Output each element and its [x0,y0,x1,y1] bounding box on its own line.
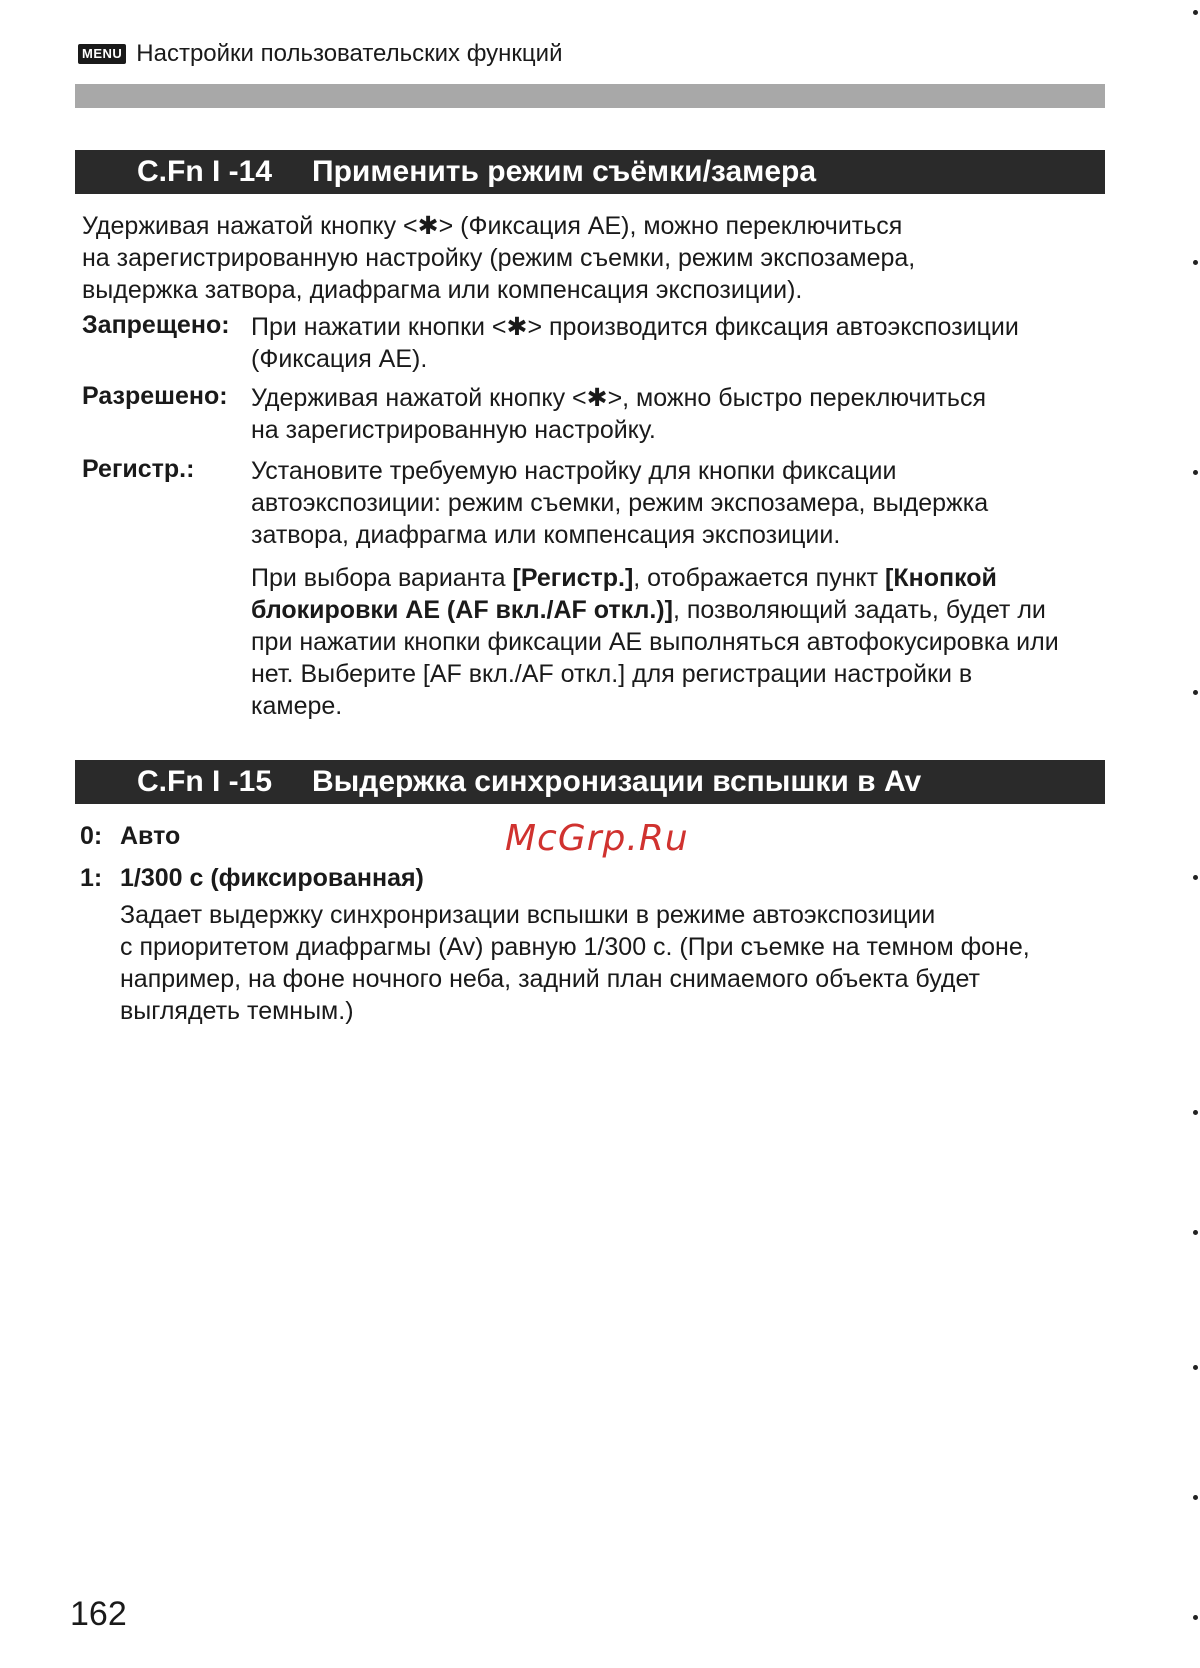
header-title: Настройки пользовательских функций [136,40,563,67]
intro-line: на зарегистрированную настройку (режим съемки, режим экспозамера, [82,244,916,272]
note-line: При выбора варианта [Регистр.], отображается пункт [Кнопкой [251,564,997,592]
section-15-code: C.Fn I -15 [137,765,273,798]
desc-line: Задает выдержку синхронризации вспышки в режиме автоэкспозиции [120,901,936,929]
option-enabled-text [251,382,1101,446]
margin-binding-dots [1190,0,1198,1668]
section-15-title: Выдержка синхронизации вспышки в Av [312,765,922,798]
option-register-label: Регистр.: [82,455,195,483]
watermark: McGrp.Ru [505,818,689,859]
section-15-description [120,899,1030,1027]
page-header [78,40,562,68]
section-14-intro [82,210,915,306]
intro-line: выдержка затвора, диафрагма или компенсация экспозиции). [82,276,803,304]
page-number: 162 [70,1595,127,1633]
header-divider-bar [75,84,1105,108]
desc-line: выглядеть темным.) [120,997,354,1025]
option-line: на зарегистрированную настройку. [251,416,656,444]
option-line: (Фиксация AE). [251,345,428,373]
section-14-heading [75,150,1105,194]
option-disabled-text [251,311,1101,375]
register-note [251,562,1101,722]
intro-line: Удерживая нажатой кнопку <✱> (Фиксация AE), можно переключиться [82,212,903,240]
option-register-text [251,455,1101,551]
option-1: 1: 1/300 с (фиксированная) [80,864,424,892]
option-enabled-label: Разрешено: [82,382,228,410]
option-disabled-label: Запрещено: [82,311,230,339]
section-14-code: C.Fn I -14 [137,155,273,188]
desc-line: например, на фоне ночного неба, задний план снимаемого объекта будет [120,965,980,993]
option-line: автоэкспозиции: режим съемки, режим экспозамера, выдержка [251,489,989,517]
section-15-heading [75,760,1105,804]
note-line: камере. [251,692,343,720]
option-line: Установите требуемую настройку для кнопки фиксации [251,457,897,485]
menu-icon: MENU [78,44,126,64]
option-line: При нажатии кнопки <✱> производится фиксация автоэкспозиции [251,313,1019,341]
option-0: 0: Авто [80,822,181,850]
section-14-title: Применить режим съёмки/замера [312,155,817,188]
note-line: при нажатии кнопки фиксации AE выполняться автофокусировка или [251,628,1059,656]
option-line: Удерживая нажатой кнопку <✱>, можно быстро переключиться [251,384,986,412]
desc-line: с приоритетом диафрагмы (Av) равную 1/300 с. (При съемке на темном фоне, [120,933,1030,961]
note-line: блокировки AE (AF вкл./AF откл.)], позволяющий задать, будет ли [251,596,1046,624]
note-line: нет. Выберите [AF вкл./AF откл.] для регистрации настройки в [251,660,973,688]
option-line: затвора, диафрагма или компенсация экспозиции. [251,521,841,549]
